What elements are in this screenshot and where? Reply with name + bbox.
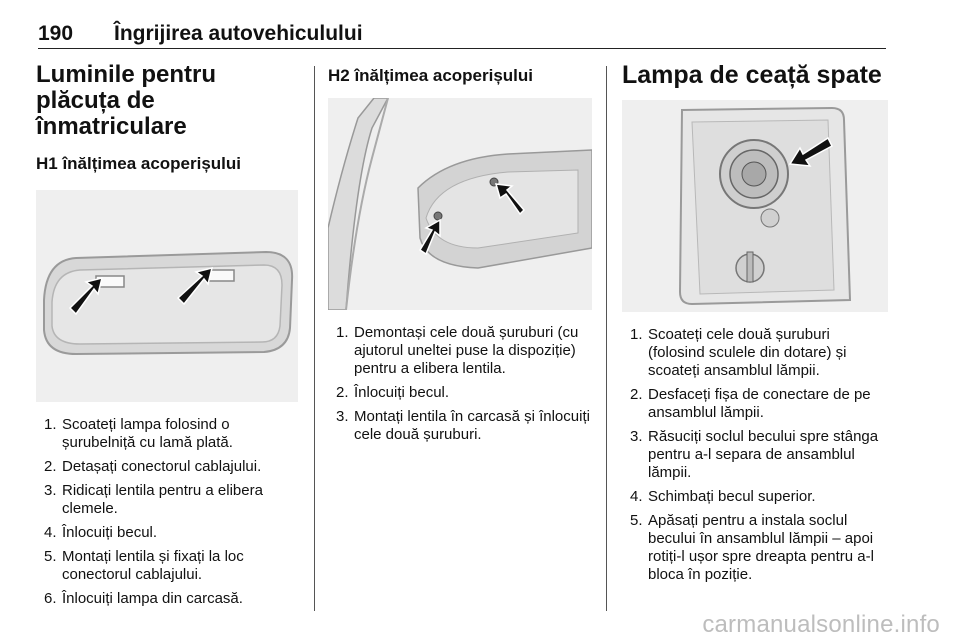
list-item: 3. Ridicați lentila pentru a elibera clemele. (44, 482, 263, 517)
steps-list (328, 324, 592, 444)
list-item: 3. Răsuciți soclul becului spre stânga pentru a-l separa de ansamblul lămpii. (630, 428, 879, 481)
rear-fog-lamp-icon (622, 100, 888, 312)
list-item: 1. Scoateți lampa folosind o șurubelniță cu lamă plată. (44, 416, 233, 451)
license-plate-lamp-icon (36, 190, 298, 402)
section-title: Luminile pentru plăcuța de înmatriculare (36, 61, 216, 140)
page-header (38, 20, 886, 49)
list-item: 4. Schimbați becul superior. (630, 488, 816, 505)
section-subtitle: H2 înălțimea acoperișului (328, 66, 534, 85)
list-item: 5. Apăsați pentru a instala soclul becului în ansamblul lămpii – apoi rotiți-l ușor spre dreapta pentru a-l bloca în poziție. (630, 512, 874, 583)
list-item: 2. Înlocuiți becul. (336, 384, 450, 401)
list-item: 1. Scoateți cele două șuruburi (folosind sculele din dotare) și scoateți ansamblul lămpii. (630, 326, 847, 379)
roof-lamp-screws-illustration (328, 98, 592, 310)
steps-list (36, 416, 298, 608)
list-item: 2. Detașați conectorul cablajului. (44, 458, 262, 475)
column-rear-fog-lamp (622, 62, 888, 590)
rear-fog-lamp-illustration (622, 100, 888, 312)
page-number: 190 (38, 22, 74, 45)
watermark: carmanualsonline.info (702, 611, 940, 638)
section-title: Lampa de ceață spate (622, 61, 882, 89)
steps-list (622, 326, 888, 584)
section-subtitle: H1 înălțimea acoperișului (36, 154, 242, 173)
column-divider (606, 66, 607, 611)
list-item: 3. Montați lentila în carcasă și înlocuiți cele două șuruburi. (336, 408, 590, 443)
column-h2-roof (328, 62, 592, 450)
list-item: 6. Înlocuiți lampa din carcasă. (44, 590, 243, 607)
list-item: 2. Desfaceți fișa de conectare de pe ansamblul lămpii. (630, 386, 871, 421)
license-plate-lamp-illustration (36, 190, 298, 402)
list-item: 4. Înlocuiți becul. (44, 524, 158, 541)
roof-lamp-screws-icon (328, 98, 592, 310)
list-item: 5. Montați lentila și fixați la loc conectorul cablajului. (44, 548, 244, 583)
column-license-plate-lights (36, 62, 298, 614)
running-title: Îngrijirea autovehiculului (114, 22, 363, 45)
list-item: 1. Demontași cele două șuruburi (cu ajutorul uneltei puse la dispoziție) pentru a elibera lentila. (336, 324, 579, 377)
column-divider (314, 66, 315, 611)
